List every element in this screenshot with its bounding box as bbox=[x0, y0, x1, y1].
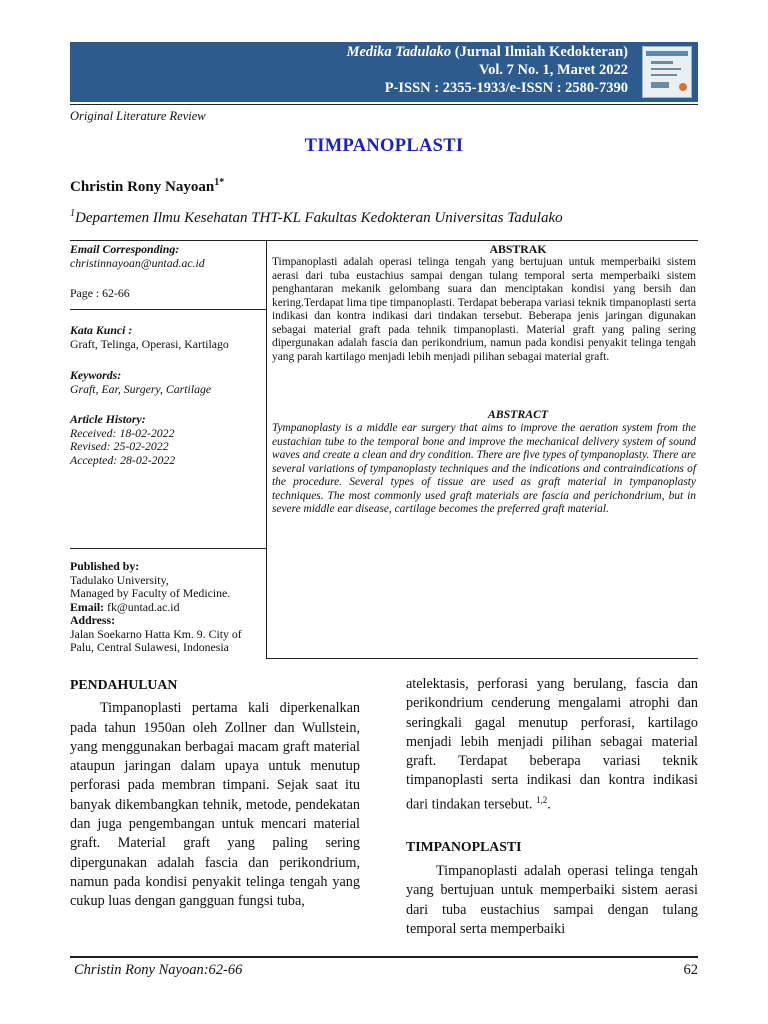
kata-kunci-label: Kata Kunci : bbox=[70, 323, 133, 337]
publisher-line-2: Managed by Faculty of Medicine. bbox=[70, 586, 231, 600]
affiliation-text: Departemen Ilmu Kesehatan THT-KL Fakultas Kedokteran Universitas Tadulako bbox=[75, 210, 563, 226]
keywords-block bbox=[70, 369, 262, 396]
body-left-column bbox=[70, 675, 360, 912]
article-history-block bbox=[70, 413, 262, 467]
published-by-label: Published by: bbox=[70, 559, 140, 573]
pendahuluan-paragraph: Timpanoplasti pertama kali diperkenalkan pada tahun 1950an oleh Zollner dan Wullstein, yang menggunakan berbagai macam graft material ataupun jaringan dalam upaya untuk menutup perforasi pada membran timpani. Sejak saat itu banyak dikembangkan tehnik, metode, pendekatan dan juga pengembangan untuk mencari material graft. Material graft yang paling sering dipergunakan adalah fascia dan perikondrium, namun pada kondisi penyakit telinga tengah yang cukup luas dengan gangguan fungsi tuba, bbox=[70, 700, 360, 910]
publisher-email-value: fk@untad.ac.id bbox=[104, 599, 180, 614]
abstract-box-divider bbox=[266, 240, 267, 658]
pendahuluan-heading: PENDAHULUAN bbox=[70, 677, 178, 692]
abstrak-heading: ABSTRAK bbox=[489, 242, 547, 256]
publisher-block bbox=[70, 560, 262, 655]
publisher-email-label: Email: bbox=[70, 599, 105, 614]
info-separator-2 bbox=[70, 548, 266, 549]
keywords-value: Graft, Ear, Surgery, Cartilage bbox=[70, 381, 212, 396]
footer-page-number: 62 bbox=[683, 962, 698, 978]
page-range: Page : 62-66 bbox=[70, 286, 130, 300]
kata-kunci-block bbox=[70, 324, 262, 351]
article-type: Original Literature Review bbox=[70, 109, 206, 123]
abstract-heading bbox=[268, 407, 768, 422]
revised-date: Revised: 25-02-2022 bbox=[70, 439, 169, 453]
continued-end: . bbox=[547, 796, 551, 813]
journal-header-banner bbox=[70, 42, 698, 102]
abstrak-text: Timpanoplasti adalah operasi telinga tengah yang bertujuan untuk memperbaiki sistem aerasi dari tuba eustachius sampai dengan tulang temporal serta memperbaiki sistem penghantaran mekanik gelombang suara dan menciptakan kondisi yang bersih dan kering.Terdapat lima tipe timpanoplasti. Terdapat beberapa variasi teknik timpanoplasti serta indikasi dan kontra indikasi dari tindakan tersebut. Beberapa jenis jaringan digunakan sebagai material graft pada tehnik timpanoplasti. Material graft yang paling sering dipergunakan adalah fascia dan perikondrium, namun pada kondisi penyakit telinga tengah yang parah kartilago menjadi lebih menjadi pilihan sebagai material graft. bbox=[272, 256, 696, 363]
continued-paragraph bbox=[406, 675, 698, 815]
footer-rule bbox=[70, 956, 698, 958]
publisher-line-1: Tadulako University, bbox=[70, 572, 169, 587]
abstract-box-bottom-rule bbox=[266, 658, 698, 659]
footer-citation: Christin Rony Nayoan:62-66 bbox=[74, 962, 243, 978]
timpanoplasti-paragraph: Timpanoplasti adalah operasi telinga tengah yang bertujuan untuk memperbaiki sistem aerasi dari tuba eustachius sampai dengan tulang temporal serta memperbaiki bbox=[406, 863, 698, 937]
publisher-email bbox=[70, 601, 262, 615]
journal-issn: P-ISSN : 2355-1933/e-ISSN : 2580-7390 bbox=[384, 80, 628, 96]
author-affiliation bbox=[70, 208, 563, 227]
author-name bbox=[70, 177, 224, 196]
citation-ref: 1,2 bbox=[536, 794, 548, 805]
received-date: Received: 18-02-2022 bbox=[70, 425, 175, 440]
info-separator-1 bbox=[70, 309, 266, 310]
continued-text: atelektasis, perforasi yang berulang, fascia dan perikondrium cenderung mengalami atrophi dan seringkali gagal menutup perforasi, kartilago menjadi lebih menjadi pilihan sebagai material graft. Terdapat beberapa variasi teknik timpanoplasti serta indikasi dan kontra indikasi dari tindakan tersebut. bbox=[406, 676, 698, 813]
email-corresponding-block bbox=[70, 243, 262, 270]
body-right-column bbox=[406, 675, 698, 939]
journal-name: Medika Tadulako bbox=[346, 44, 452, 60]
article-history-label: Article History: bbox=[70, 412, 146, 426]
abstract-text: Tympanoplasty is a middle ear surgery that aims to improve the aeration system from the eustachian tube to the temporal bone and improve the mechanical delivery system of sound waves and create a clean and dry condition. There are five types of tympanoplasty. There are several variations of tympanoplasty techniques and the indications and contraindications of the procedure. Several types of tissue are used as graft material in tympanoplasty techniques. The most commonly used graft materials are fascia and perichondrium, but in severe middle ear disease, cartilage becomes the preferred graft material. bbox=[272, 422, 696, 515]
email-corresponding-value: christinnayoan@untad.ac.id bbox=[70, 255, 205, 270]
email-corresponding-label: Email Corresponding: bbox=[70, 242, 180, 256]
journal-volume: Vol. 7 No. 1, Maret 2022 bbox=[478, 62, 628, 78]
header-rule bbox=[70, 104, 698, 105]
timpanoplasti-heading: TIMPANOPLASTI bbox=[406, 838, 522, 854]
author-name-text: Christin Rony Nayoan bbox=[70, 179, 215, 195]
address-line-1: Jalan Soekarno Hatta Km. 9. City of bbox=[70, 626, 242, 641]
journal-subtitle: (Jurnal Ilmiah Kedokteran) bbox=[451, 44, 628, 60]
abstract-box-top-rule bbox=[70, 240, 698, 241]
journal-title-line bbox=[347, 43, 628, 61]
journal-cover-thumbnail bbox=[642, 46, 692, 98]
abstract-heading-text: ABSTRACT bbox=[487, 407, 549, 421]
address-label: Address: bbox=[70, 613, 116, 627]
kata-kunci-value: Graft, Telinga, Operasi, Kartilago bbox=[70, 336, 229, 351]
accepted-date: Accepted: 28-02-2022 bbox=[70, 452, 176, 467]
author-superscript: 1* bbox=[214, 177, 225, 188]
address-line-2: Palu, Central Sulawesi, Indonesia bbox=[70, 640, 229, 654]
keywords-label: Keywords: bbox=[70, 368, 122, 382]
article-title: TIMPANOPLASTI bbox=[304, 136, 464, 156]
affiliation-superscript: 1 bbox=[70, 208, 75, 219]
